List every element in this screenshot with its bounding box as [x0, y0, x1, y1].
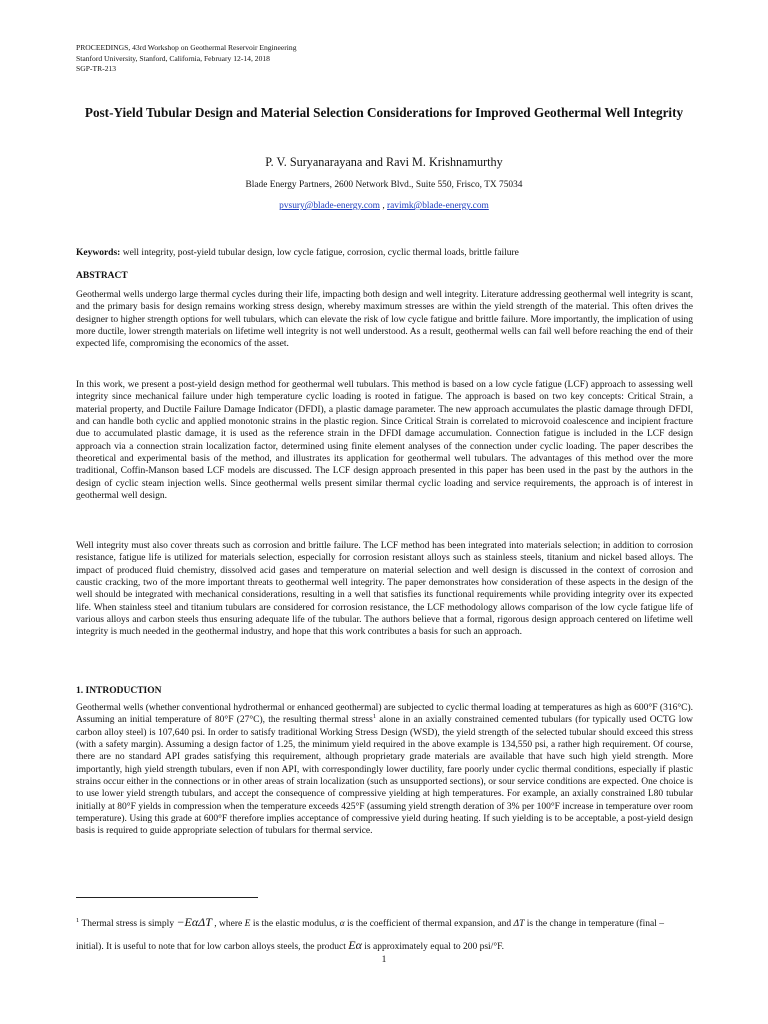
product-formula: Eα	[348, 938, 362, 952]
header-line-1: PROCEEDINGS, 43rd Workshop on Geothermal Reservoir Engineering	[76, 43, 297, 52]
footnote-text-2: , where	[211, 919, 245, 929]
email-link-2[interactable]: ravimk@blade-energy.com	[387, 201, 489, 211]
abstract-paragraph-1: Geothermal wells undergo large thermal cycles during their life, impacting both design and well integrity. Literature addressing geothermal well integrity is scant, and the primary basis for design remains working stress design, whereby maximum stresses are within the yield strength of the material. This often drives the designer to higher strength options for well tubulars, which can elevate the risk of low cycle fatigue and brittle failure. More importantly, the implication of using more ductile, lower strength materials on lifetime well integrity is not well understood. As a result, geothermal wells can fail well before reaching the end of their expected life, compromising the economics of the asset.	[76, 290, 693, 350]
header-line-2: Stanford University, Stanford, California, February 12-14, 2018	[76, 53, 270, 63]
keywords-text: well integrity, post-yield tubular design, low cycle fatigue, corrosion, cyclic thermal loads, brittle failure	[120, 248, 519, 258]
footnote-text-1: Thermal stress is simply	[79, 919, 177, 929]
footnote-reference: 1	[372, 713, 377, 721]
author-affiliation: Blade Energy Partners, 2600 Network Blvd., Suite 550, Frisco, TX 75034	[245, 180, 523, 190]
proceedings-header	[76, 43, 297, 75]
abstract-paragraph-3: Well integrity must also cover threats such as corrosion and brittle failure. The LCF method has been integrated into materials selection; in addition to corrosion resistance, fatigue life is utilized for materials selection, especially for corrosion resistant alloys such as stainless steels, titanium and nickel based alloys. The impact of produced fluid chemistry, dissolved acid gases and temperature on material selection and well design is discussed in the context of corrosion and caustic cracking, two of the more important threats to geothermal well integrity. The paper demonstrates how consideration of these aspects in the design of the well should be integrated with mechanical considerations, resulting in a well that satisfies its functional requirements while providing integrity over its expected life. When stainless steel and titanium tubulars are considered for corrosion resistance, the LCF methodology allows comparison of the low cycle fatigue life of various alloys and carbon steels thus ensuring adequate life of the tubular. The authors believe that a formal, rigorous design approach centered on lifetime well integrity is much needed in the geothermal industry, and hope that this work contributes a basis for such an approach.	[76, 541, 693, 638]
keywords-label: Keywords:	[76, 248, 121, 258]
footnote-text-4: is the coefficient of thermal expansion, and	[344, 919, 514, 929]
paper-title: Post-Yield Tubular Design and Material Selection Considerations for Improved Geothermal Well Integrity	[84, 105, 684, 120]
abstract-heading: ABSTRACT	[76, 271, 128, 281]
paper-authors: P. V. Suryanarayana and Ravi M. Krishnamurthy	[265, 155, 503, 169]
page-number: 1	[381, 955, 387, 965]
intro-text-part-1: Geothermal wells (whether conventional hydrothermal or enhanced geothermal) are subjected to cyclic thermal loading at temperatures as high as 600°F (316°C). Assuming an initial temperature of 80°F (27°C), the resulting thermal stress	[76, 703, 693, 726]
keywords-line	[76, 247, 693, 259]
abstract-paragraph-2: In this work, we present a post-yield design method for geothermal well tubulars. This method is based on a low cycle fatigue (LCF) approach to assessing well integrity since mechanical failure under high temperature cyclic loading is rooted in fatigue. The approach is based on two key concepts: Critical Strain, a material property, and Ductile Failure Damage Indicator (DFDI), a plastic damage parameter. The new approach accumulates the plastic damage through DFDI, and can handle both cyclic and applied monotonic strains in the plastic region. Since Critical Strain is correlated to microvoid coalescence and incipient fracture due to accumulated plastic damage, it is used as the reference strain in the DFDI damage accumulation. Connection fatigue is included in the LCF design approach via a connection strain localization factor, determined using finite element analyses of the connection under cyclic loading. The paper describes the theoretical and experimental basis of the method, and illustrates its application for geothermal well tubulars. The advantages of this method over the more traditional, Coffin-Manson based LCF models are discussed. The LCF design approach presented in this paper has been used in the past by the authors in the design of cyclic steam injection wells. Since geothermal wells present similar thermal cyclic loading and service requirements, the approach is of interest in geothermal well design.	[76, 380, 693, 502]
footnote-text-3: is the elastic modulus,	[250, 919, 340, 929]
symbol-e: E	[244, 919, 251, 929]
author-emails	[0, 201, 768, 211]
header-line-3: SGP-TR-213	[76, 64, 117, 74]
email-separator: ,	[379, 201, 387, 211]
footnote-text-6: is approximately equal to 200 psi/°F.	[361, 942, 505, 952]
intro-text-part-2: alone in an axially constrained cemented tubulars (for typically used OCTG low carbon alloy steel) is 107,640 psi. In order to satisfy traditional Working Stress Design (WSD), the yield strength of the selected tubular should exceed this stress (with a safety margin). Assuming a design factor of 1.25, the minimum yield required in the above example is 134,550 psi, a rather high requirement. Of course, there are no standard API grades satisfying this requirement, although proprietary grade materials are available that have such high yield strength. More importantly, high yield strength tubulars, even if non API, with correspondingly lower ductility, fare poorly under cyclic thermal conditions, especially if plastic strains occur either in the connections or in other areas of strain localization (such as unsupported sections), or sour service conditions are expected. One choice is to use lower yield strength tubulars, and accept the consequence of compressive yielding at high temperatures. For example, an axially constrained L80 tubular initially at 80°F yields in compression when the temperature exceeds 425°F (assuming yield strength deration of 3% per 100°F increase in temperature over room temperature). Using this grade at 600°F therefore implies acceptance of compressive yield during heating. If such yielding is to be acceptable, a post-yield design basis is required to guide appropriate selection of tubulars for thermal service.	[76, 715, 693, 837]
introduction-heading: 1. INTRODUCTION	[76, 686, 162, 696]
footnote	[76, 912, 693, 958]
footnote-text-5: is the change in temperature (final – initial). It is useful to note that for low carbon alloys steels, the product	[76, 919, 664, 952]
introduction-paragraph	[76, 702, 693, 838]
thermal-stress-formula: −EαΔT	[176, 915, 212, 929]
email-link-1[interactable]: pvsury@blade-energy.com	[279, 201, 380, 211]
footnote-mark: 1	[76, 916, 80, 924]
symbol-alpha: α	[339, 919, 345, 929]
footnote-divider	[76, 897, 258, 898]
symbol-delta-t: ΔT	[513, 919, 525, 929]
